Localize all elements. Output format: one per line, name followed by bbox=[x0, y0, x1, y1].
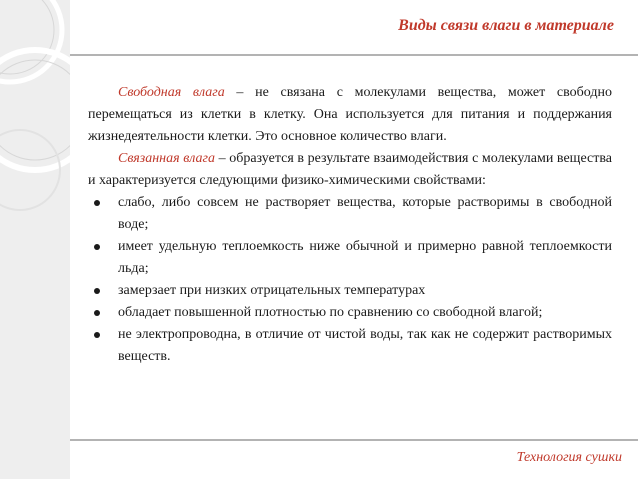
paragraph-bound-moisture bbox=[88, 148, 612, 192]
bullet-icon bbox=[94, 200, 100, 206]
list-item bbox=[88, 236, 612, 280]
list-item-text: слабо, либо совсем не растворяет вещества, которые растворимы в свободной воде; bbox=[118, 195, 612, 232]
list-item bbox=[88, 280, 612, 302]
text-free-moisture: – не связана с молекулами вещества, может свободно перемещаться из клетки в клетку. Она используется для питания и поддержания жизнедеятельности клетки. Это основное количество влаги. bbox=[88, 85, 612, 144]
term-free-moisture: Свободная влага bbox=[118, 85, 225, 100]
term-bound-moisture: Связанная влага bbox=[118, 151, 216, 166]
text-bound-moisture: – образуется в результате взаимодействия с молекулами вещества и характеризуется следующими физико-химическими свойствами: bbox=[88, 151, 612, 188]
properties-list bbox=[88, 192, 612, 368]
slide-body bbox=[88, 82, 612, 368]
decorative-circles-panel bbox=[0, 0, 70, 479]
bullet-icon bbox=[94, 288, 100, 294]
paragraph-free-moisture bbox=[88, 82, 612, 148]
list-item-text: не электропроводна, в отличие от чистой воды, так как не содержит растворимых веществ. bbox=[118, 327, 612, 364]
slide-footer: Технология сушки bbox=[516, 450, 622, 465]
list-item-text: обладает повышенной плотностью по сравнению со свободной влагой; bbox=[118, 305, 543, 320]
bullet-icon bbox=[94, 244, 100, 250]
slide-title: Виды связи влаги в материале bbox=[398, 17, 614, 34]
list-item bbox=[88, 324, 612, 368]
header-divider bbox=[70, 54, 638, 56]
list-item-text: имеет удельную теплоемкость ниже обычной и примерно равной теплоемкости льда; bbox=[118, 239, 612, 276]
decorative-circles-icon bbox=[0, 0, 70, 479]
bullet-icon bbox=[94, 310, 100, 316]
list-item-text: замерзает при низких отрицательных температурах bbox=[118, 283, 426, 298]
footer-divider bbox=[70, 439, 638, 441]
bullet-icon bbox=[94, 332, 100, 338]
list-item bbox=[88, 192, 612, 236]
list-item bbox=[88, 302, 612, 324]
